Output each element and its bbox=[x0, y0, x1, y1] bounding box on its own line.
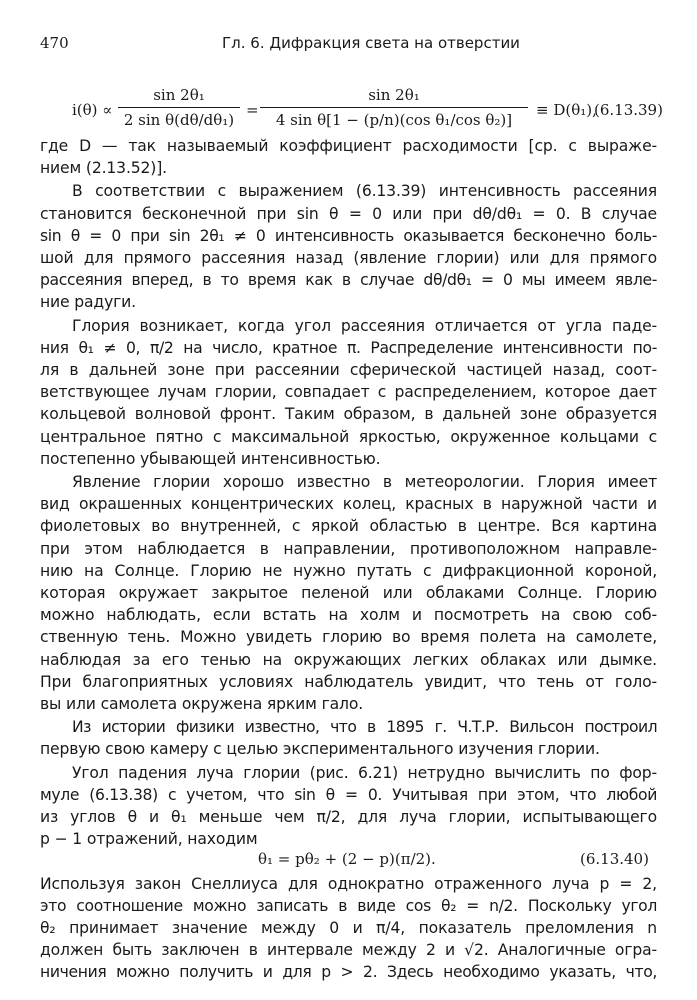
text-line: Явление глории хорошо известно в метеорологии. Глория имеет bbox=[72, 473, 657, 491]
text-line: постепенно убывающей интенсивностью. bbox=[40, 450, 381, 468]
text-line: В соответствии с выражением (6.13.39) интенсивность рассеяния bbox=[72, 182, 657, 200]
text-line: Используя закон Снеллиуса для однократно отраженного луча p = 2, bbox=[40, 875, 657, 893]
text-line: кольцевой волновой фронт. Таким образом, в дальней зоне образуется bbox=[40, 405, 657, 423]
eq40-number: (6.13.40) bbox=[580, 850, 649, 868]
text-line: θ₂ принимает значение между 0 и π/4, показатель преломления n bbox=[40, 919, 657, 937]
text-line: Из истории физики известно, что в 1895 г. Ч.Т.Р. Вильсон построил bbox=[72, 718, 657, 736]
text-line: p − 1 отражений, находим bbox=[40, 830, 258, 848]
text-line: при этом наблюдается в направлении, противоположном направле- bbox=[40, 540, 657, 558]
text-line: должен быть заключен в интервале между 2 и √2. Аналогичные огра- bbox=[40, 941, 657, 959]
text-line: первую свою камеру с целью экспериментального изучения глории. bbox=[40, 740, 600, 758]
eq39-number: (6.13.39) bbox=[594, 101, 663, 119]
eq39-fraction-1 bbox=[118, 86, 240, 129]
text-line: это соотношение можно записать в виде cos θ₂ = n/2. Поскольку угол bbox=[40, 897, 657, 915]
text-line: муле (6.13.38) с учетом, что sin θ = 0. Учитывая при этом, что любой bbox=[40, 786, 657, 804]
text-line: из углов θ и θ₁ меньше чем π/2, для луча глории, испытывающего bbox=[40, 808, 657, 826]
page-number: 470 bbox=[40, 34, 69, 52]
text-line: становится бесконечной при sin θ = 0 или при dθ/dθ₁ = 0. В случае bbox=[40, 205, 657, 223]
text-line: нием (2.13.52)]. bbox=[40, 159, 167, 177]
text-line: Угол падения луча глории (рис. 6.21) нетрудно вычислить по фор- bbox=[72, 764, 657, 782]
text-line: которая окружает закрытое пеленой или облаками Солнце. Глорию bbox=[40, 584, 657, 602]
text-line: ния θ₁ ≠ 0, π/2 на число, кратное π. Распределение интенсивности по- bbox=[40, 339, 657, 357]
text-line: шой для прямого рассеяния назад (явление глории) или для прямого bbox=[40, 249, 657, 267]
running-title: Гл. 6. Дифракция света на отверстии bbox=[222, 34, 520, 52]
text-line: где D — так называемый коэффициент расходимости [ср. с выраже- bbox=[40, 137, 657, 155]
text-line: наблюдая за его тенью на окружающих легких облаках или дымке. bbox=[40, 651, 657, 669]
eq39-equals: = bbox=[246, 101, 259, 119]
equation-6-13-39 bbox=[72, 86, 682, 136]
eq39-rhs: ≡ D(θ₁), bbox=[536, 101, 597, 119]
text-line: ственную тень. Можно увидеть глорию во время полета на самолете, bbox=[40, 628, 657, 646]
text-line: нию на Солнце. Глорию не нужно путать с дифракционной короной, bbox=[40, 562, 657, 580]
text-line: Глория возникает, когда угол рассеяния отличается от угла паде- bbox=[72, 317, 657, 335]
eq39-lhs: i(θ) ∝ bbox=[72, 101, 113, 119]
text-line: sin θ = 0 при sin 2θ₁ ≠ 0 интенсивность оказывается бесконечно боль- bbox=[40, 227, 657, 245]
text-line: ля в дальней зоне при рассеянии сферической частицей назад, соот- bbox=[40, 361, 657, 379]
eq39-fraction-2 bbox=[260, 86, 528, 129]
text-line: фиолетовых во внутренней, с яркой областью в центре. Вся картина bbox=[40, 517, 657, 535]
text-line: центральное пятно с максимальной яркостью, окруженное кольцами с bbox=[40, 428, 657, 446]
equation-6-13-40: θ₁ = pθ₂ + (2 − p)(π/2). bbox=[258, 850, 436, 868]
text-line: ничения можно получить и для p > 2. Здесь необходимо указать, что, bbox=[40, 963, 657, 981]
eq39-frac2-denominator: 4 sin θ[1 − (p/n)(cos θ₁/cos θ₂)] bbox=[275, 111, 513, 129]
eq39-frac1-denominator: 2 sin θ(dθ/dθ₁) bbox=[123, 111, 235, 129]
eq39-frac2-numerator: sin 2θ₁ bbox=[368, 86, 420, 104]
text-line: вид окрашенных концентрических колец, красных в наружной части и bbox=[40, 495, 657, 513]
text-line: рассеяния вперед, в то время как в случае dθ/dθ₁ = 0 мы имеем явле- bbox=[40, 271, 657, 289]
text-line: ние радуги. bbox=[40, 293, 136, 311]
text-line: При благоприятных условиях наблюдатель увидит, что тень от голо- bbox=[40, 673, 657, 691]
text-line: вы или самолета окружена ярким гало. bbox=[40, 695, 364, 713]
text-line: можно наблюдать, если встать на холм и посмотреть на свою соб- bbox=[40, 606, 657, 624]
eq39-frac1-numerator: sin 2θ₁ bbox=[153, 86, 205, 104]
text-line: ветствующее лучам глории, совпадает с распределением, которое дает bbox=[40, 383, 657, 401]
